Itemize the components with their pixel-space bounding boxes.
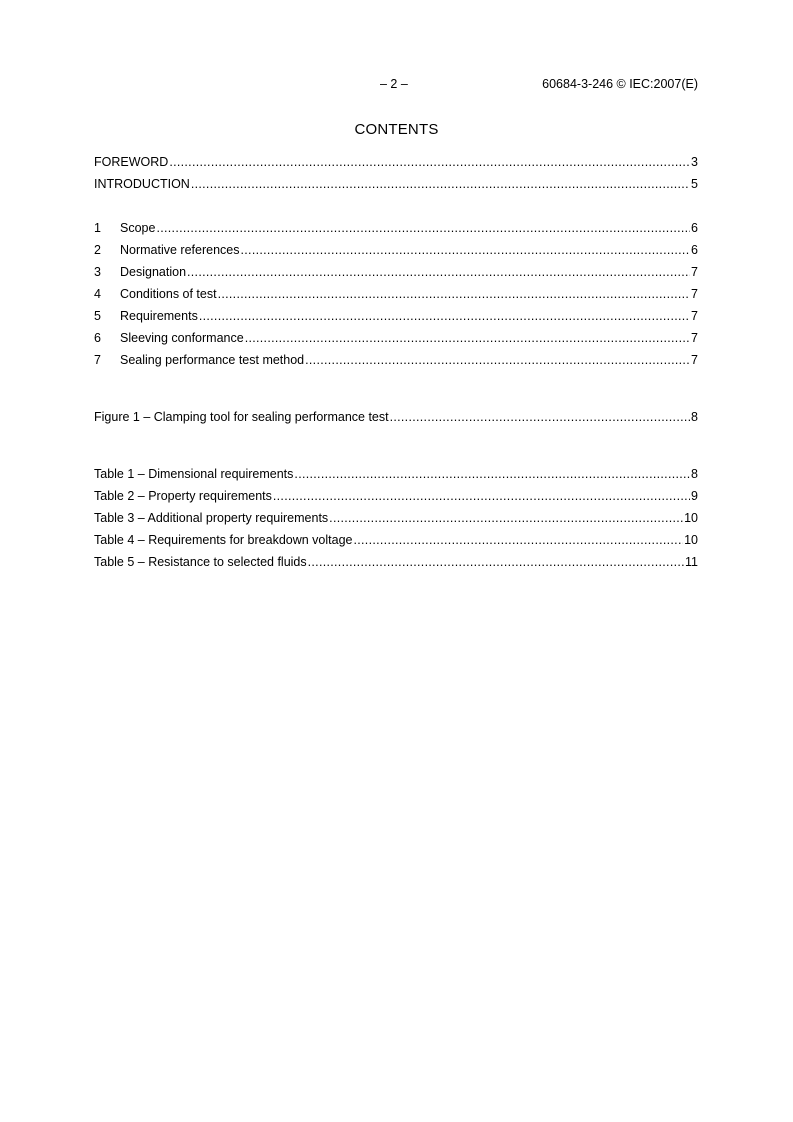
document-id: 60684-3-246 © IEC:2007(E) [542,77,698,91]
toc-entry-clause-6[interactable] [94,327,698,349]
toc-leader-dots [218,283,690,305]
toc-entry-label: Figure 1 – Clamping tool for sealing performance test [94,410,389,424]
toc-leader-dots [191,173,690,195]
toc-entry-label: Normative references [120,243,240,257]
toc-entry-page: 9 [691,489,698,503]
toc-entry-page: 7 [691,287,698,301]
toc-entry-table-2[interactable] [94,485,698,507]
toc-leader-dots [156,217,690,239]
toc-entry-label: Table 2 – Property requirements [94,489,272,503]
toc-entry-number: 5 [94,309,101,323]
toc-entry-label: FOREWORD [94,155,169,169]
toc-entry-clause-7[interactable] [94,349,698,371]
toc-entry-label: Designation [120,265,187,279]
toc-entry-label: Table 4 – Requirements for breakdown voltage [94,533,353,547]
toc-entry-page: 6 [691,243,698,257]
toc-entry-label: Table 3 – Additional property requirements [94,511,329,525]
toc-leader-dots [273,485,690,507]
toc-entry-page: 7 [691,265,698,279]
toc-entry-page: 10 [684,511,698,525]
toc-leader-dots [241,239,691,261]
toc-entry-page: 7 [691,353,698,367]
toc-entry-number: 4 [94,287,101,301]
toc-entry-label: Table 1 – Dimensional requirements [94,467,294,481]
toc-leader-dots [353,529,683,551]
toc-entry-label: Table 5 – Resistance to selected fluids [94,555,307,569]
toc-entry-table-3[interactable] [94,507,698,529]
toc-entry-clause-5[interactable] [94,305,698,327]
toc-entry-figure-1[interactable] [94,406,698,428]
toc-leader-dots [305,349,690,371]
toc-entry-label: Sleeving conformance [120,331,244,345]
toc-entry-number: 3 [94,265,101,279]
toc-entry-number: 6 [94,331,101,345]
toc-entry-clause-3[interactable] [94,261,698,283]
toc-entry-label: Requirements [120,309,198,323]
toc-entry-clause-1[interactable] [94,217,698,239]
toc-entry-page: 7 [691,331,698,345]
toc-entry-page: 8 [691,467,698,481]
toc-leader-dots [308,551,684,573]
toc-entry-label: Scope [120,221,156,235]
toc-entry-number: 1 [94,221,101,235]
toc-leader-dots [329,507,683,529]
toc-entry-page: 3 [691,155,698,169]
toc-entry-number: 7 [94,353,101,367]
toc-entry-clause-2[interactable] [94,239,698,261]
toc-entry-page: 10 [684,533,698,547]
toc-leader-dots [187,261,690,283]
contents-title: CONTENTS [354,121,439,138]
toc-entry-introduction[interactable] [94,173,698,195]
toc-leader-dots [390,406,690,428]
toc-entry-page: 11 [685,555,698,569]
toc-entry-page: 8 [691,410,698,424]
toc-entry-table-4[interactable] [94,529,698,551]
toc-entry-label: Conditions of test [120,287,217,301]
toc-entry-table-1[interactable] [94,463,698,485]
toc-leader-dots [294,463,690,485]
toc-entry-page: 6 [691,221,698,235]
toc-entry-label: INTRODUCTION [94,177,190,191]
toc-leader-dots [245,327,690,349]
toc-entry-page: 5 [691,177,698,191]
toc-leader-dots [199,305,690,327]
toc-entry-page: 7 [691,309,698,323]
toc-entry-table-5[interactable] [94,551,698,573]
table-of-contents [94,151,698,573]
page-number: – 2 – [380,77,408,91]
toc-entry-clause-4[interactable] [94,283,698,305]
toc-entry-number: 2 [94,243,101,257]
toc-entry-foreword[interactable] [94,151,698,173]
toc-leader-dots [169,151,690,173]
toc-entry-label: Sealing performance test method [120,353,305,367]
